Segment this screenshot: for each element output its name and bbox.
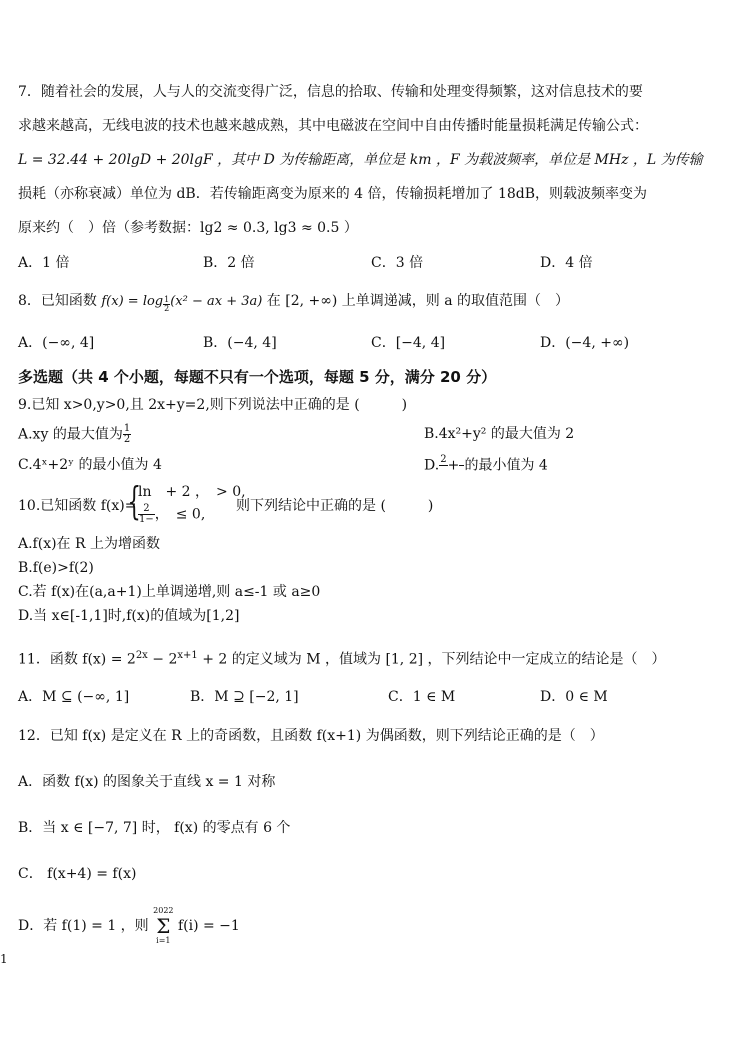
q9-option-d [424, 455, 548, 476]
q9-d-plus: + [447, 457, 460, 474]
q8-log-base-num: 1 [164, 295, 170, 304]
q7-line-4: 损耗（亦称衰减）单位为 dB．若传输距离变为原来的 4 倍，传输损耗增加了 18dB，则载波频率变为 [18, 186, 648, 202]
q9-d-den [439, 466, 447, 476]
q9-d-num: 2 [440, 454, 447, 465]
q9-option-c: C.4ˣ+2ʸ 的最小值为 4 [18, 457, 162, 473]
q10-case-1: ln + 2 ， > 0, [138, 484, 246, 500]
q7-line-1: 7．随着社会的发展，人与人的交流变得广泛，信息的拾取、传输和处理变得频繁，这对信息技术的要 [18, 84, 643, 100]
q12-option-d-suffix: f(i) = −1 [177, 918, 240, 934]
q9-a-den: 2 [123, 434, 131, 445]
q11-stem [18, 646, 666, 670]
q10-option-a: A.f(x)在 R 上为增函数 [18, 536, 161, 552]
q8-function: f(x) = log [101, 294, 164, 309]
q12-option-a: A．函数 f(x) 的图象关于直线 x = 1 对称 [18, 774, 276, 790]
q11-exponent-1: 2x [135, 650, 148, 661]
q10-piecewise-brace: { [127, 479, 141, 523]
q11-exponent-2: x+1 [177, 650, 198, 661]
q9-option-b: B.4x²+y² 的最大值为 2 [424, 426, 575, 442]
q9-option-a-text: A.xy 的最大值为 [18, 426, 123, 443]
q10-option-d: D.当 x∈[-1,1]时,f(x)的值域为[1,2] [18, 608, 240, 624]
q7-line-2: 求越来越高，无线电波的技术也越来越成熟，其中电磁波在空间中自由传播时能量损耗满足传输公式： [18, 118, 648, 134]
q8-option-d: D．(−4, +∞) [540, 335, 630, 351]
q7-option-d: D．4 倍 [540, 255, 593, 271]
q10-case-2 [138, 504, 205, 525]
q11-option-d: D．0 ∈ M [540, 689, 608, 705]
q9-option-d-suffix: 的最小值为 4 [464, 457, 548, 474]
q9-option-d-prefix: D. [424, 457, 440, 474]
q9-a-num: 1 [123, 423, 131, 434]
q9-option-a [18, 424, 131, 445]
q8-log-base-den: 2 [164, 304, 170, 313]
q12-option-d-prefix: D．若 f(1) = 1 ，则 [18, 918, 149, 934]
q11-minus: − 2 [147, 651, 178, 668]
q10-option-c: C.若 f(x)在(a,a+1)上单调递增,则 a≤-1 或 a≥0 [18, 584, 321, 600]
q11-stem-prefix: 11．函数 f(x) = 2 [18, 651, 136, 668]
q10-prefix: 10.已知函数 f(x)= [18, 498, 137, 514]
q9-option-a-fraction [123, 424, 131, 445]
q12-sum-lower: i=1 [156, 936, 171, 945]
q10-option-b: B.f(e)>f(2) [18, 560, 94, 576]
q8-prefix: 8．已知函数 [18, 293, 97, 309]
q11-stem-suffix: + 2 的定义域为 M ，值域为 [1, 2] ，下列结论中一定成立的结论是（ ） [197, 651, 666, 668]
q9-option-d-fraction [439, 455, 447, 476]
q8-log-argument: (x² − ax + 3a) [170, 294, 263, 309]
q8-option-a: A．(−∞, 4] [18, 335, 95, 351]
q8-option-c: C．[−4, 4] [371, 335, 446, 351]
q7-option-b: B．2 倍 [203, 255, 255, 271]
q7-line-5: 原来约（ ）倍（参考数据：lg2 ≈ 0.3, lg3 ≈ 0.5 ） [18, 220, 358, 236]
q12-sigma-icon: Σ [156, 914, 171, 938]
q11-option-a: A．M ⊆ (−∞, 1] [18, 689, 130, 705]
q8-stem [18, 291, 569, 313]
q12-option-d [18, 906, 240, 946]
q12-sum-upper: 2022 [153, 906, 174, 915]
q12-stem: 12．已知 f(x) 是定义在 R 上的奇函数，且函数 f(x+1) 为偶函数，则下列结论正确的是（ ） [18, 728, 604, 744]
q10-case-2-cond: ， ≤ 0, [154, 506, 206, 523]
q12-option-c: C． f(x+4) = f(x) [18, 866, 137, 882]
q7-option-a: A．1 倍 [18, 255, 70, 271]
q11-option-b: B．M ⊇ [−2, 1] [190, 689, 299, 705]
q9-stem: 9.已知 x>0,y>0,且 2x+y=2,则下列说法中正确的是 ( ) [18, 397, 408, 413]
q10-case-2-fraction [138, 504, 155, 525]
q7-line-3: L = 32.44 + 20lgD + 20lgF ，其中 D 为传输距离，单位是 km ，F 为载波频率，单位是 MHz ，L 为传输 [18, 152, 703, 168]
q8-postfix: 在 [2, +∞) 上单调递减，则 a 的取值范围（ ） [266, 293, 570, 309]
q8-option-b: B．(−4, 4] [203, 335, 277, 351]
q11-option-c: C．1 ∈ M [388, 689, 456, 705]
q10-postfix: 则下列结论中正确的是 ( ) [236, 498, 434, 514]
q12-summation [153, 906, 173, 946]
q7-option-c: C．3 倍 [371, 255, 424, 271]
q10-case-2-num: 2 [138, 504, 155, 515]
section-heading-multi-choice: 多选题（共 4 个小题，每题不只有一个选项，每题 5 分，满分 20 分） [18, 368, 497, 386]
page-edge-mark: 1 [0, 952, 8, 966]
q12-option-b: B．当 x ∈ [−7, 7] 时， f(x) 的零点有 6 个 [18, 820, 291, 836]
q10-case-2-den: 1− [139, 514, 154, 525]
